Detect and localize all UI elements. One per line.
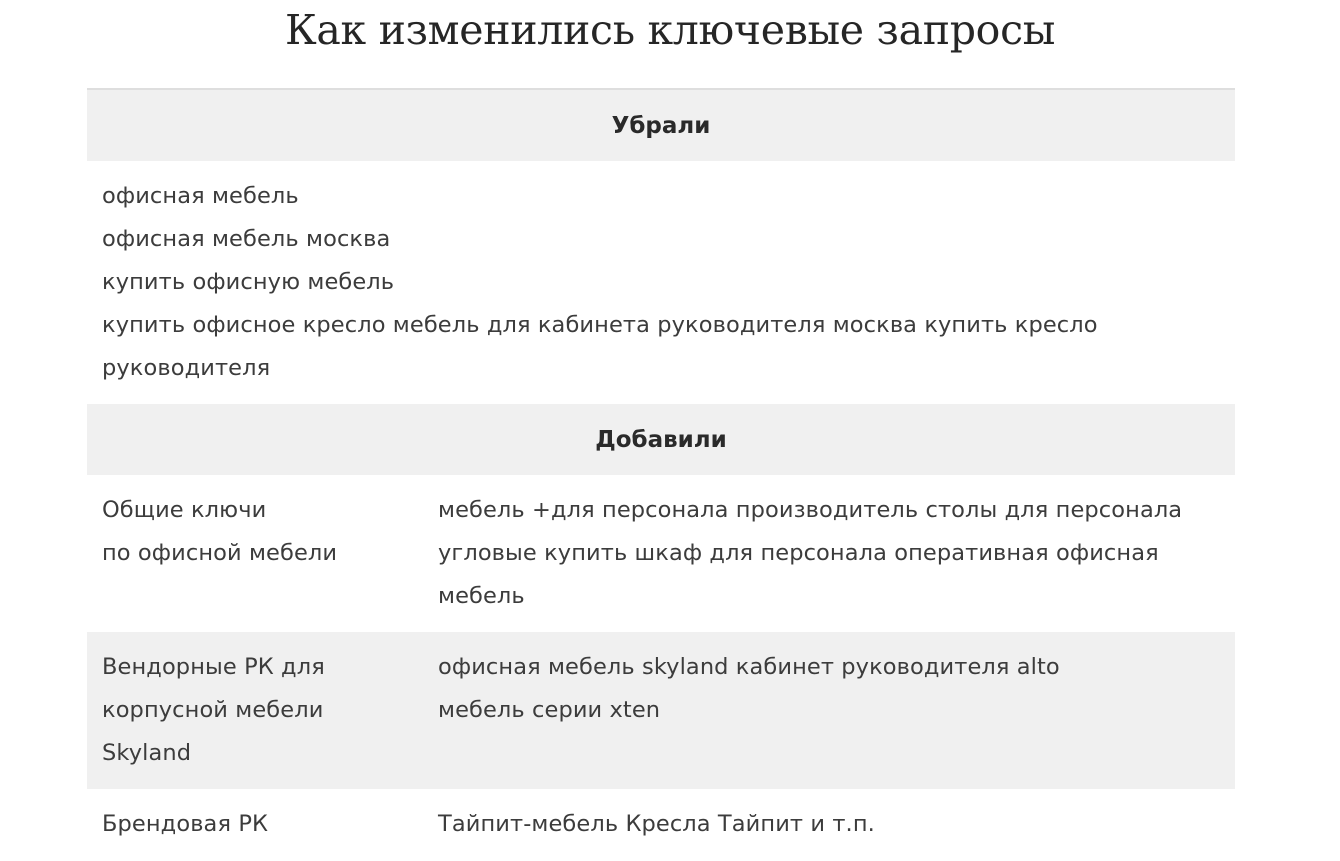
removed-header-label: Убрали <box>611 112 711 139</box>
query-text: угловые купить шкаф для персонала оперативная офисная <box>438 540 1159 566</box>
added-header-label: Добавили <box>595 426 727 453</box>
removed-section-header <box>87 90 1235 161</box>
removed-keywords-row <box>87 161 1235 404</box>
query-text: мебель <box>438 583 525 609</box>
category-label: Общие ключи <box>102 497 267 523</box>
removed-keyword: купить офисную мебель <box>102 269 395 295</box>
category-cell <box>87 489 438 618</box>
queries-cell <box>438 489 1235 618</box>
removed-keyword: офисная мебель <box>102 183 299 209</box>
added-section-header <box>87 404 1235 475</box>
category-label: Skyland <box>102 740 192 766</box>
category-cell <box>87 803 438 846</box>
category-label: корпусной мебели <box>102 697 324 723</box>
category-label: по офисной мебели <box>102 540 338 566</box>
removed-keyword: офисная мебель москва <box>102 226 391 252</box>
category-label: Брендовая РК <box>102 811 269 837</box>
queries-cell <box>438 646 1235 775</box>
table-row <box>87 632 1235 789</box>
table-row <box>87 789 1235 860</box>
removed-keyword: купить офисное кресло мебель для кабинета руководителя москва купить кресло <box>102 312 1098 338</box>
removed-keywords-list <box>87 161 1113 404</box>
category-label: Вендорные РК для <box>102 654 325 680</box>
query-text: мебель серии xten <box>438 697 661 723</box>
query-text: офисная мебель skyland кабинет руководителя alto <box>438 654 1060 680</box>
page-title: Как изменились ключевые запросы <box>284 6 1056 54</box>
category-cell <box>87 646 438 775</box>
query-text: мебель +для персонала производитель столы для персонала <box>438 497 1183 523</box>
query-text: Тайпит-мебель Кресла Тайпит и т.п. <box>438 811 875 837</box>
removed-keyword: руководителя <box>102 355 271 381</box>
keywords-table <box>87 88 1235 860</box>
table-row <box>87 475 1235 632</box>
queries-cell <box>438 803 1235 846</box>
